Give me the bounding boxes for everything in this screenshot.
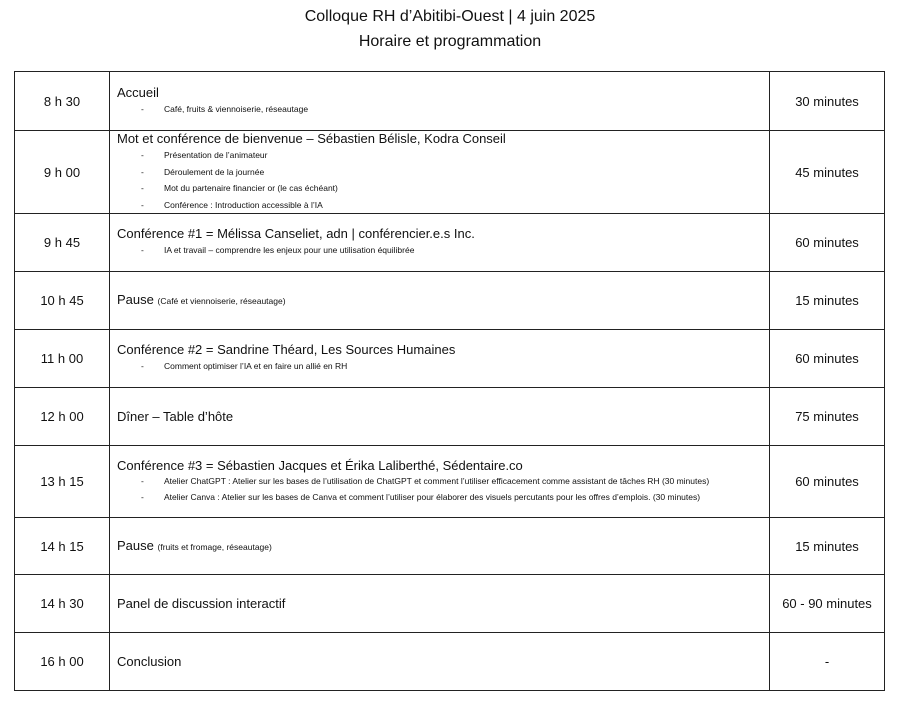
schedule-row [15, 330, 885, 388]
session-detail-item: - Atelier Canva : Atelier sur les bases de Canva et comment l’utiliser pour élaborer des visuels percutants pour les offres d’emplois. (30 minutes) [117, 490, 763, 506]
time-cell: 16 h 00 [15, 633, 110, 691]
session-title-text: Pause [117, 537, 154, 553]
time-cell: 14 h 15 [15, 518, 110, 575]
schedule-row [15, 575, 885, 633]
schedule-row [15, 131, 885, 214]
duration-cell: 75 minutes [770, 388, 885, 446]
schedule-row [15, 633, 885, 691]
schedule-row [15, 72, 885, 131]
duration-cell: - [770, 633, 885, 691]
session-details [117, 358, 763, 375]
session-details [117, 101, 763, 118]
session-title [117, 292, 763, 309]
description-cell [110, 214, 770, 272]
schedule-row [15, 388, 885, 446]
session-title: Dîner – Table d’hôte [117, 408, 234, 424]
description-cell [110, 388, 770, 446]
time-cell: 8 h 30 [15, 72, 110, 131]
session-details [117, 474, 763, 505]
time-cell: 12 h 00 [15, 388, 110, 446]
duration-cell: 60 minutes [770, 330, 885, 388]
session-title: Accueil [117, 84, 159, 100]
session-title: Conférence #1 = Mélissa Canseliet, adn | conférencier.e.s Inc. [117, 226, 475, 242]
schedule-row [15, 518, 885, 575]
session-note: (Café et viennoiserie, réseautage) [157, 296, 286, 306]
duration-cell: 15 minutes [770, 518, 885, 575]
schedule-row [15, 214, 885, 272]
session-detail-item: - Présentation de l’animateur [117, 147, 763, 164]
duration-cell: 15 minutes [770, 272, 885, 330]
session-title: Mot et conférence de bienvenue – Sébastien Bélisle, Kodra Conseil [117, 131, 506, 146]
time-cell: 10 h 45 [15, 272, 110, 330]
duration-cell: 60 - 90 minutes [770, 575, 885, 633]
description-cell [110, 575, 770, 633]
time-cell: 13 h 15 [15, 446, 110, 518]
session-details [117, 147, 763, 213]
session-details [117, 242, 763, 259]
session-title: Panel de discussion interactif [117, 595, 286, 611]
session-detail-item: - Conférence : Introduction accessible à l’IA [117, 197, 763, 214]
session-title: Conférence #2 = Sandrine Théard, Les Sources Humaines [117, 342, 456, 358]
duration-cell: 30 minutes [770, 72, 885, 131]
session-detail-item: - Mot du partenaire financier or (le cas échéant) [117, 180, 763, 197]
document-header [0, 0, 900, 54]
schedule-table [14, 71, 885, 691]
document-title: Colloque RH d’Abitibi-Ouest | 4 juin 2025 [304, 8, 596, 25]
time-cell: 11 h 00 [15, 330, 110, 388]
document-subtitle: Horaire et programmation [358, 33, 542, 50]
description-cell [110, 633, 770, 691]
duration-cell: 45 minutes [770, 131, 885, 214]
session-title-text: Pause [117, 292, 154, 307]
session-detail-item: - Café, fruits & viennoiserie, réseautage [117, 101, 763, 118]
duration-cell: 60 minutes [770, 446, 885, 518]
session-title: Conférence #3 = Sébastien Jacques et Érika Laliberthé, Sédentaire.co [117, 458, 523, 473]
schedule-row [15, 446, 885, 518]
description-cell [110, 72, 770, 131]
schedule-row [15, 272, 885, 330]
session-title: Conclusion [117, 653, 182, 669]
time-cell: 9 h 00 [15, 131, 110, 214]
time-cell: 14 h 30 [15, 575, 110, 633]
session-detail-item: - IA et travail – comprendre les enjeux pour une utilisation équilibrée [117, 242, 763, 259]
session-detail-item: - Déroulement de la journée [117, 164, 763, 181]
session-note: (fruits et fromage, réseautage) [157, 541, 272, 552]
description-cell [110, 518, 770, 575]
time-cell: 9 h 45 [15, 214, 110, 272]
session-title [117, 538, 763, 555]
description-cell [110, 446, 770, 518]
description-cell [110, 330, 770, 388]
session-detail-item: - Comment optimiser l’IA et en faire un allié en RH [117, 358, 763, 375]
duration-cell: 60 minutes [770, 214, 885, 272]
description-cell [110, 131, 770, 214]
description-cell [110, 272, 770, 330]
session-detail-item: - Atelier ChatGPT : Atelier sur les bases de l’utilisation de ChatGPT et comment l’utiliser efficacement comme assistant de tâches RH (30 minutes) [117, 474, 763, 490]
